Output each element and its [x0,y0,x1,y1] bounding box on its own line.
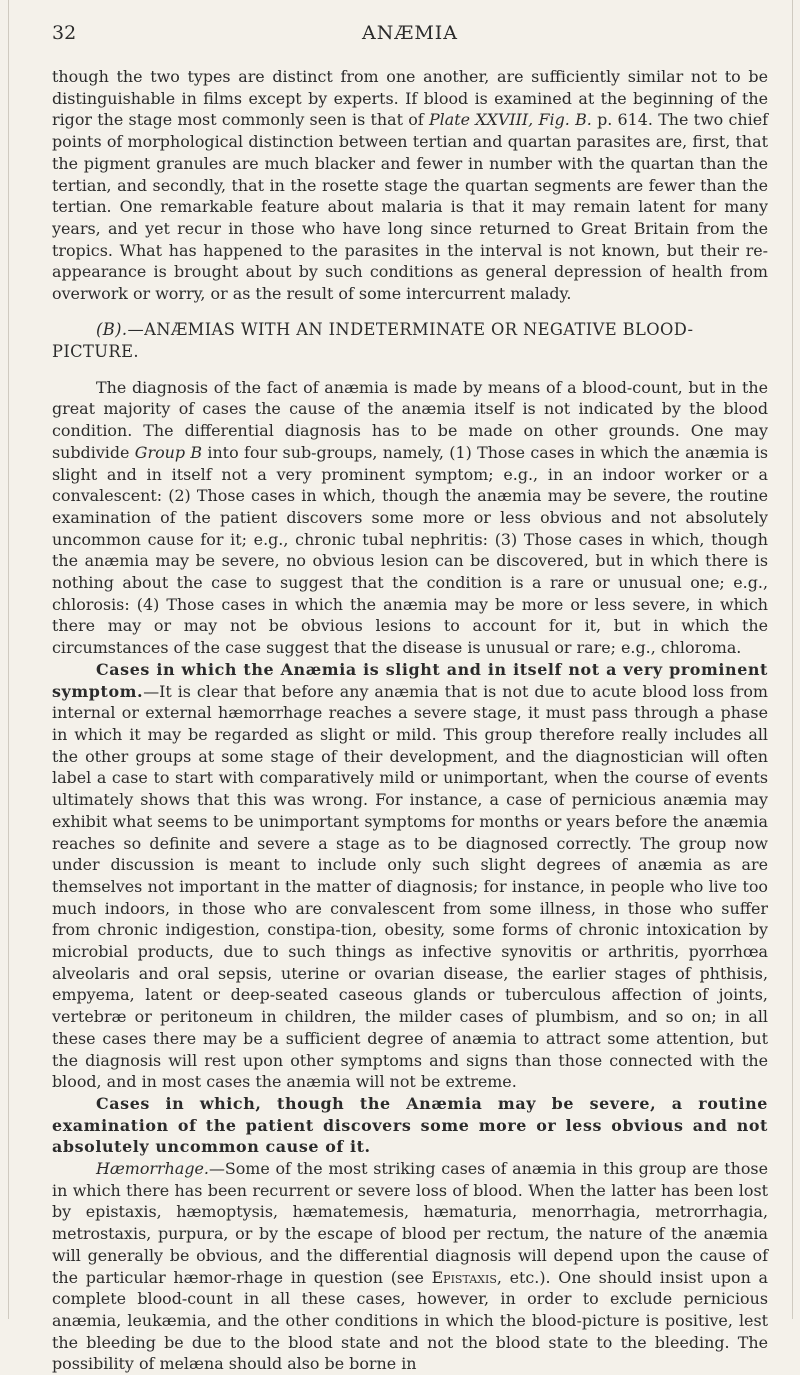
plate-reference: Plate XXVIII, Fig. B. [428,110,592,130]
running-title: ANÆMIA [361,22,459,44]
paragraph-slight-anaemia: Cases in which the Anæmia is slight and in itself not a very prominent symptom.—It is clear that before any anæmia that is not due to acute blood loss from internal or external hæmorrhage reaches a severe stage, it must pass through a phase in which it may be regarded as slight or mild. This group therefore really includes all the other groups at some stage of their development, and the diagnostician will often label a case to start with comparatively mild or unimportant, when the course of events ultimately shows that this was wrong. For instance, a case of pernicious anæmia may exhibit what seems to be unimportant symptoms for months or years before the anæmia reaches so definite and severe a stage as to be diagnosed correctly. The group now under discussion is meant to include only such slight degrees of anæmia as are themselves not important in the matter of diagnosis; for instance, in people who live too much indoors, in those who are convalescent from some illness, in those who suffer from chronic indigestion, constipa-tion, obesity, some forms of chronic intoxication by microbial products, due to such things as infective synovitis or arthritis, pyorrhœa alveolaris and oral sepsis, uterine or ovarian disease, the earlier stages of phthisis, empyema, latent or deep-seated caseous glands or tuberculous affection of joints, vertebræ or peritoneum in children, the milder cases of plumbism, and so on; in all these cases there may be a sufficient degree of anæmia to attract some attention, but the diagnosis will rest upon other symptoms and signs than those connected with the blood, and in most cases the anæmia will not be extreme. [52,659,768,1092]
paragraph-diagnosis: The diagnosis of the fact of anæmia is made by means of a blood-count, but in the great majority of cases the cause of the anæmia itself is not indicated by the blood condition. The differential diagnosis has to be made on other grounds. One may subdivide Group B into four sub-groups, namely, (1) Those cases in which the anæmia is slight and in itself not a very prominent symptom; e.g., in an indoor worker or a convalescent: (2) Those cases in which, though the anæmia may be severe, the routine examination of the patient discovers some more or less obvious and not absolutely uncommon cause for it; e.g., chronic tubal nephritis: (3) Those cases in which, though the anæmia may be severe, no obvious lesion can be discovered, but in which there is nothing about the case to suggest that the condition is a rare or unusual one; e.g., chlorosis: (4) Those cases in which the anæmia may be more or less severe, in which there may or may not be obvious lesions to account for it, but in which the circumstances of the case suggest that the disease is unusual or rare; e.g., chloroma. [52,377,768,658]
subheading-haemorrhage: Hæmorrhage. [96,1159,209,1179]
page-header [52,22,768,66]
subheading-severe: Cases in which, though the Anæmia may be severe, a routine examination of the patient discovers some more or less obvious and not absolutely uncommon cause of it. [52,1093,768,1157]
page-edge-left [8,0,9,1319]
paragraph-malaria: though the two types are distinct from one another, are sufficiently similar not to be distinguishable in films except by experts. If blood is examined at the beginning of the rigor the stage most commonly seen is that of Plate XXVIII, Fig. B. p. 614. The two chief points of morphological distinction between tertian and quartan parasites are, first, that the pigment granules are much blacker and fewer in number with the quartan than the tertian, and secondly, that in the rosette stage the quartan segments are fewer than the tertian. One remarkable feature about malaria is that it may remain latent for many years, and yet recur in those who have long since returned to Great Britain from the tropics. What has happened to the parasites in the interval is not known, but their re-appearance is brought about by such conditions as general depression of health from overwork or worry, or as the result of some intercurrent malady. [52,67,768,304]
book-page [52,22,768,1375]
section-heading: (B).—ANÆMIAS WITH AN INDETERMINATE OR NEGATIVE BLOOD-PICTURE. [52,319,694,361]
subheading-slight: Cases in which the Anæmia is slight and in itself not a very prominent symptom. [52,659,768,701]
epistaxis-reference: Epistaxis [431,1267,497,1287]
page-edge-right [792,0,793,1319]
paragraph-severe-heading [52,1093,768,1158]
page-number: 32 [52,22,77,44]
paragraph-haemorrhage: Hæmorrhage.—Some of the most striking cases of anæmia in this group are those in which there has been recurrent or severe loss of blood. When the latter has been lost by epistaxis, hæmoptysis, hæmatemesis, hæmaturia, menorrhagia, metrorrhagia, metrostaxis, purpura, or by the escape of blood per rectum, the nature of the anæmia will generally be obvious, and the differential diagnosis will depend upon the cause of the particular hæmor-rhage in question (see Epistaxis, etc.). One should insist upon a complete blood-count in all these cases, however, in order to exclude pernicious anæmia, leukæmia, and the other conditions in which the blood-picture is positive, lest the bleeding be due to the blood state and not the blood state to the bleeding. The possibility of melæna should also be borne in [52,1159,768,1374]
